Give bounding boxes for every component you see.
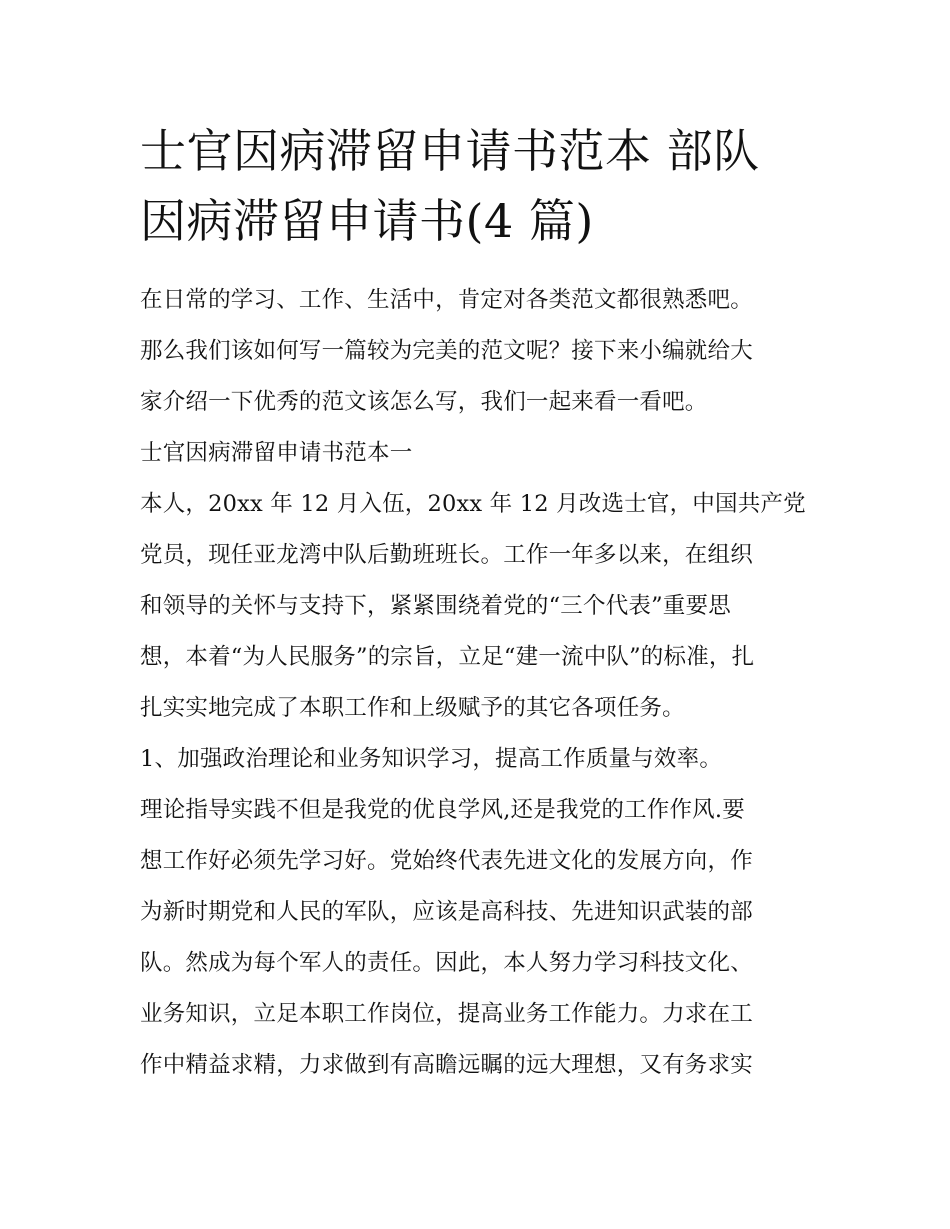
body-line: 队。然成为每个军人的责任。因此，本人努力学习科技文化、	[140, 950, 753, 976]
body-line: 想工作好必须先学习好。党始终代表先进文化的发展方向，作	[140, 848, 753, 874]
document-body	[140, 275, 820, 1091]
body-line: 党员，现任亚龙湾中队后勤班班长。工作一年多以来，在组织	[140, 542, 753, 568]
title-line: 因病滞留申请书(4 篇)	[140, 194, 594, 248]
body-line: 业务知识，立足本职工作岗位，提高业务工作能力。力求在工	[140, 1001, 753, 1027]
body-line: 和领导的关怀与支持下，紧紧围绕着党的“三个代表”重要思	[140, 593, 731, 619]
body-line: 家介绍一下优秀的范文该怎么写，我们一起来看一看吧。	[140, 389, 708, 415]
numbered-point: 1、加强政治理论和业务知识学习，提高工作质量与效率。	[140, 746, 723, 772]
body-line: 理论指导实践不但是我党的优良学风,还是我党的工作作风.要	[140, 797, 745, 823]
body-line: 在日常的学习、工作、生活中，肯定对各类范文都很熟悉吧。	[140, 287, 753, 313]
body-line: 作中精益求精，力求做到有高瞻远瞩的远大理想，又有务求实	[140, 1052, 753, 1078]
title-line: 士官因病滞留申请书范本 部队	[140, 124, 760, 178]
document-title	[140, 116, 820, 256]
body-line: 扎实实地完成了本职工作和上级赋予的其它各项任务。	[140, 695, 685, 721]
body-line: 为新时期党和人民的军队，应该是高科技、先进知识武装的部	[140, 899, 753, 925]
body-line: 那么我们该如何写一篇较为完美的范文呢？接下来小编就给大	[140, 338, 753, 364]
section-heading: 士官因病滞留申请书范本一	[140, 440, 413, 466]
body-line: 想，本着“为人民服务”的宗旨，立足“建一流中队”的标准，扎	[140, 644, 755, 670]
body-line: 本人，20xx 年 12 月入伍，20xx 年 12 月改选士官，中国共产党	[140, 491, 806, 517]
